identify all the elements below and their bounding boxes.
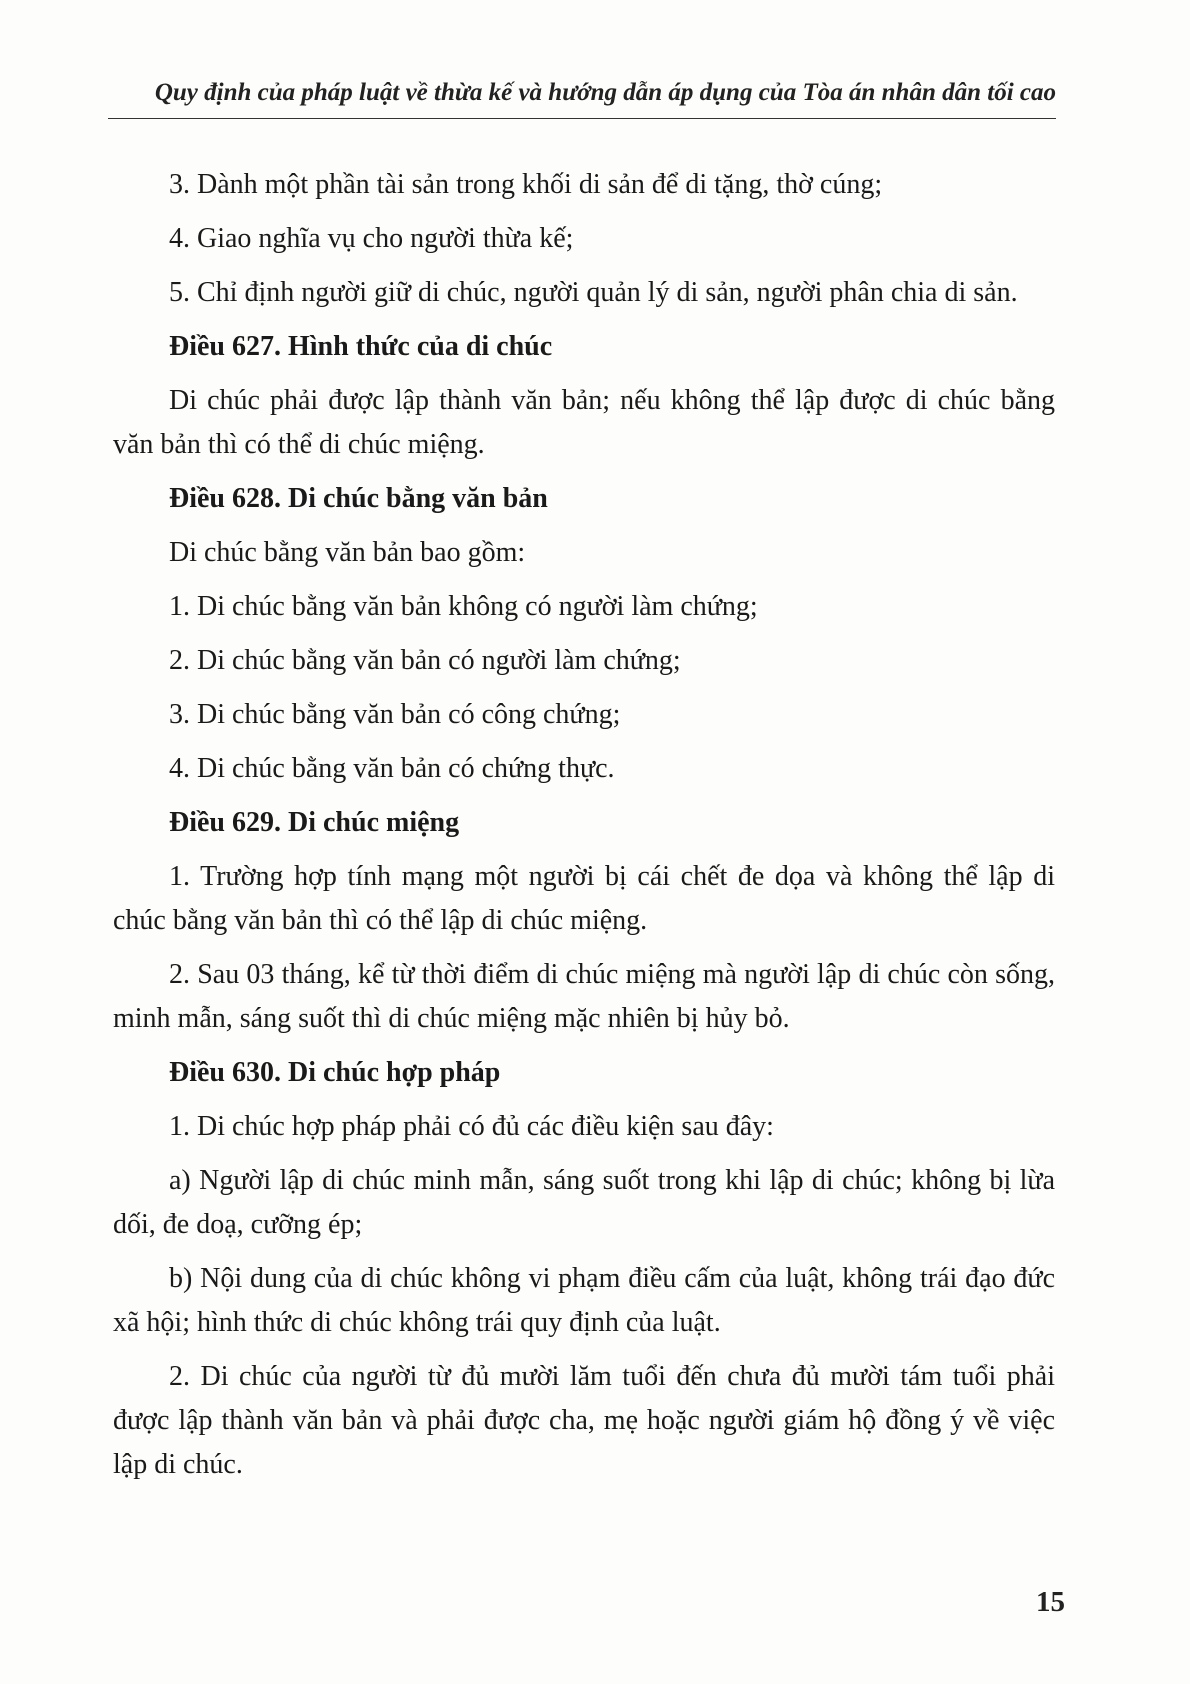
paragraph: 2. Sau 03 tháng, kể từ thời điểm di chúc miệng mà người lập di chúc còn sống, minh mẫn, sáng suốt thì di chúc miệng mặc nhiên bị hủy bỏ.	[113, 959, 1055, 1034]
paragraph: 1. Di chúc hợp pháp phải có đủ các điều kiện sau đây:	[169, 1111, 774, 1142]
list-item: 4. Giao nghĩa vụ cho người thừa kế;	[169, 223, 574, 254]
header-rule	[108, 118, 1056, 119]
list-item: 4. Di chúc bằng văn bản có chứng thực.	[169, 753, 615, 784]
article-heading: Điều 627. Hình thức của di chúc	[169, 331, 553, 362]
paragraph: Di chúc phải được lập thành văn bản; nếu không thể lập được di chúc bằng văn bản thì có thể di chúc miệng.	[113, 385, 1055, 460]
paragraph: 1. Trường hợp tính mạng một người bị cái chết đe dọa và không thể lập di chúc bằng văn bản thì có thể lập di chúc miệng.	[113, 861, 1055, 936]
list-item: 3. Di chúc bằng văn bản có công chứng;	[169, 699, 621, 730]
paragraph: Di chúc bằng văn bản bao gồm:	[169, 537, 526, 568]
article-heading: Điều 630. Di chúc hợp pháp	[169, 1057, 501, 1088]
list-item: a) Người lập di chúc minh mẫn, sáng suốt trong khi lập di chúc; không bị lừa dối, đe doạ, cưỡng ép;	[113, 1165, 1055, 1240]
paragraph: 2. Di chúc của người từ đủ mười lăm tuổi đến chưa đủ mười tám tuổi phải được lập thành văn bản và phải được cha, mẹ hoặc người giám hộ đồng ý về việc lập di chúc.	[113, 1361, 1055, 1480]
article-heading: Điều 628. Di chúc bằng văn bản	[169, 483, 548, 514]
page-number: 15	[1036, 1586, 1065, 1618]
article-heading: Điều 629. Di chúc miệng	[169, 807, 460, 838]
list-item: 3. Dành một phần tài sản trong khối di sản để di tặng, thờ cúng;	[169, 169, 883, 200]
list-item: 2. Di chúc bằng văn bản có người làm chứng;	[169, 645, 681, 676]
list-item: 1. Di chúc bằng văn bản không có người làm chứng;	[169, 591, 758, 622]
list-item: b) Nội dung của di chúc không vi phạm điều cấm của luật, không trái đạo đức xã hội; hình thức di chúc không trái quy định của luật.	[113, 1263, 1055, 1338]
running-header: Quy định của pháp luật về thừa kế và hướng dẫn áp dụng của Tòa án nhân dân tối cao	[154, 79, 1056, 106]
list-item: 5. Chỉ định người giữ di chúc, người quản lý di sản, người phân chia di sản.	[169, 277, 1018, 308]
page-body	[113, 163, 1055, 1497]
